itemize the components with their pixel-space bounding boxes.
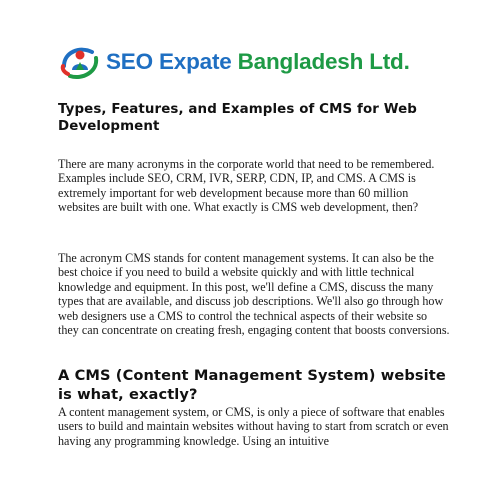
paragraph-definition: The acronym CMS stands for content management systems. It can also be the best choice if you need to build a website quickly and with little technical knowledge and equipment. In this post, we'll define a CMS, discuss the many types that are available, and discuss job descriptions. We'll also go through how web designers use a CMS to control the technical aspects of their website so they can concentrate on creating fresh, engaging content that boosts conversions. <box>58 251 450 338</box>
logo-seo-text: SEO Expate <box>106 49 232 74</box>
section-heading: A CMS (Content Management System) website is what, exactly? <box>58 367 446 403</box>
paragraph-section: A content management system, or CMS, is only a piece of software that enables users to build and maintain websites without having to start from scratch or even having any programming knowledge. Using an intuitive <box>58 405 449 448</box>
article-title: Types, Features, and Examples of CMS for Web Development <box>58 102 417 134</box>
logo-wordmark <box>106 49 410 75</box>
person-globe-logo-icon <box>58 40 102 84</box>
company-logo <box>58 40 410 84</box>
paragraph-intro: There are many acronyms in the corporate world that need to be remembered. Examples include SEO, CRM, IVR, SERP, CDN, IP, and CMS. A CMS is extremely important for web development because more than 60 million websites are built with one. What exactly is CMS web development, then? <box>58 157 435 215</box>
logo-bangladesh-text: Bangladesh Ltd. <box>237 49 410 74</box>
